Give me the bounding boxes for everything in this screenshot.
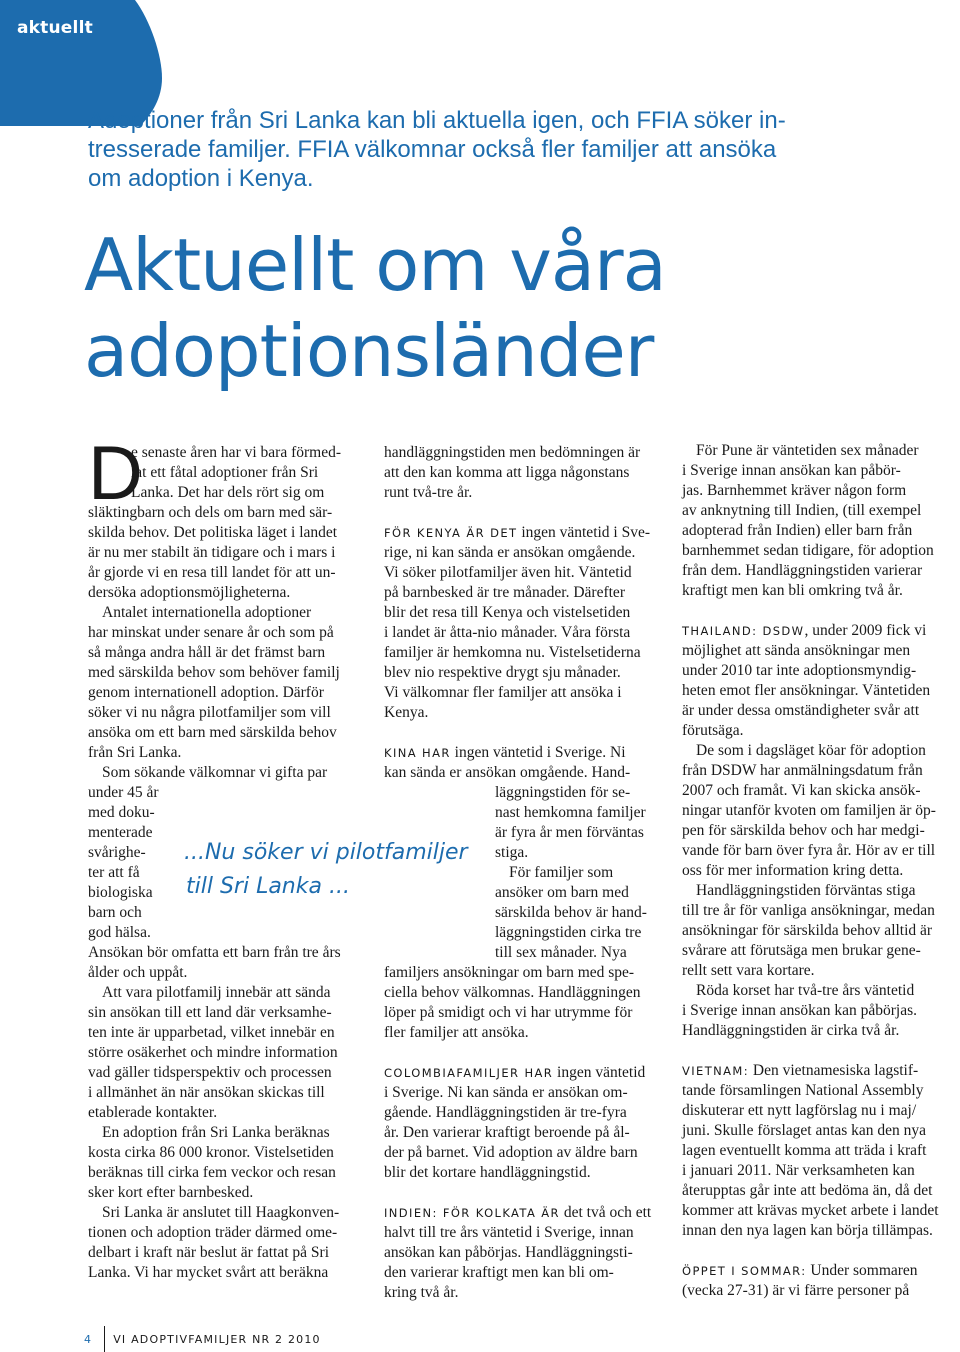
text-line: runt två-tre år. xyxy=(384,484,473,501)
text-line: vande för barn över fyra år. Hör av er till xyxy=(682,842,936,859)
text-line: av anknytning till Indien, (till exempel xyxy=(682,502,922,519)
text-line: ansöker om barn med xyxy=(495,884,629,901)
drop-cap: D xyxy=(88,431,143,516)
intro-paragraph xyxy=(88,443,368,503)
text-line: En adoption från Sri Lanka beräknas xyxy=(102,1124,330,1141)
paragraph xyxy=(88,983,368,1123)
section-tab-label: aktuellt xyxy=(17,18,93,38)
text-line: rellt sett vara kortare. xyxy=(682,962,815,979)
text-line: Antalet internationella adoptioner xyxy=(102,604,312,621)
text-line: till sex månader. Nya xyxy=(495,944,627,961)
text-run: ingen väntetid i Sve- xyxy=(517,524,651,541)
text-line: under 45 år xyxy=(88,784,159,801)
section-label-kina: KINA HAR xyxy=(384,746,451,760)
footer-divider xyxy=(104,1326,105,1352)
text-line: barnhemmet sedan tidigare, för adoption xyxy=(682,542,934,559)
text-line: ansökningar för särskilda behov alltid är xyxy=(682,922,933,939)
text-line: kring två år. xyxy=(384,1284,459,1301)
text-line: kan sända er ansökan omgående. Hand- xyxy=(384,764,631,781)
text-line: ansöka om ett barn med särskilda behov xyxy=(88,724,337,741)
text-line: förutsäga. xyxy=(682,722,744,739)
paragraph xyxy=(88,1123,368,1203)
text-line: Röda korset har två-tre års väntetid xyxy=(696,982,915,999)
text-line: skilda behov. Det politiska läget i landet xyxy=(88,524,338,541)
text-line: blir det kortare handläggningstid. xyxy=(384,1164,591,1181)
lead-line: Adoptioner från Sri Lanka kan bli aktuella igen, och FFIA söker in- xyxy=(88,107,786,134)
text-line: på barnbesked är tre månader. Därefter xyxy=(384,584,625,601)
text-line: För familjer som xyxy=(509,864,614,881)
text-line: blir det resa till Kenya och vistelsetiden xyxy=(384,604,631,621)
text-line: sin ansökan till ett land där verksamhe- xyxy=(88,1004,332,1021)
text-line: barn och xyxy=(88,904,142,921)
text-line: halvt till tre års väntetid i Sverige, innan xyxy=(384,1224,634,1241)
text-line: i allmänhet än när ansökan skickas till xyxy=(88,1084,325,1101)
text-line: pen för särskilda behov och har medgi- xyxy=(682,822,925,839)
text-line: diskuterar ett nytt lagförslag nu i maj/ xyxy=(682,1102,917,1119)
section-sommar xyxy=(682,1261,960,1301)
section-label-thailand: THAILAND: DSDW xyxy=(682,624,805,638)
section-thailand xyxy=(682,621,960,1041)
headline-line: Aktuellt om våra xyxy=(84,223,666,307)
text-line: genom internationell adoption. Därför xyxy=(88,684,324,701)
text-line: Handläggningstiden förväntas stiga xyxy=(696,882,916,899)
text-line xyxy=(682,1261,960,1281)
paragraph xyxy=(88,503,368,603)
text-line: särskilda behov är hand- xyxy=(495,904,647,921)
text-line: Lanka. Det har dels rört sig om xyxy=(131,484,325,501)
text-line: att den kan komma att ligga någonstans xyxy=(384,464,630,481)
text-line: tande församlingen National Assembly xyxy=(682,1082,924,1099)
text-line: För Pune är väntetiden sex månader xyxy=(696,442,919,459)
text-line: gående. Handläggningstiden är tre-fyra xyxy=(384,1104,627,1121)
lead-line: om adoption i Kenya. xyxy=(88,165,314,192)
text-line: Lanka. Vi har mycket svårt att beräkna xyxy=(88,1264,329,1281)
text-line: der på barnet. Vid adoption av äldre barn xyxy=(384,1144,638,1161)
text-line: löper på smidigt och vi har utrymme för xyxy=(384,1004,633,1021)
text-line: i landet är åtta-nio månader. Våra första xyxy=(384,624,631,641)
article-headline xyxy=(84,222,666,394)
text-line: juni. Skulle förslaget antas kan den nya xyxy=(682,1122,927,1139)
text-line: svårighe- xyxy=(88,844,146,861)
text-line: Kenya. xyxy=(384,704,429,721)
text-line: stiga. xyxy=(495,844,529,861)
text-line: så många andra håll är det främst barn xyxy=(88,644,326,661)
page-number: 4 xyxy=(84,1332,93,1346)
article-column-2 xyxy=(384,443,666,1303)
lead-line: tresserade familjer. FFIA välkomnar också fler familjer att ansöka xyxy=(88,136,777,163)
text-line: år. Den varierar kraftigt beroende på ål- xyxy=(384,1124,630,1141)
text-line: släktingbarn och dels om barn med sär- xyxy=(88,504,333,521)
text-line: ciella behov välkomnas. Handläggningen xyxy=(384,984,641,1001)
text-line: till tre år för vanliga ansökningar, medan xyxy=(682,902,935,919)
text-line: i Sverige innan ansökan kan påbörjas. xyxy=(682,1002,918,1019)
text-line xyxy=(682,1061,960,1081)
text-line xyxy=(682,621,960,641)
section-label-kenya: FÖR KENYA ÄR DET xyxy=(384,526,518,540)
text-run: Den vietnamesiska lagstif- xyxy=(749,1062,919,1079)
text-line: Sri Lanka är anslutet till Haagkonven- xyxy=(102,1204,340,1221)
page-footer xyxy=(84,1326,321,1352)
text-line: biologiska xyxy=(88,884,153,901)
text-line: större osäkerhet och mindre information xyxy=(88,1044,338,1061)
pull-quote-line: till Sri Lanka ... xyxy=(186,874,350,899)
paragraph xyxy=(384,443,666,503)
text-line: från dem. Handläggningstiden varierar xyxy=(682,562,923,579)
text-line: är nu mer stabilt än tidigare och i mars i xyxy=(88,544,336,561)
text-line: rige, ni kan sända er ansökan omgående. xyxy=(384,544,636,561)
text-line: (vecka 27-31) är vi färre personer på xyxy=(682,1282,910,1299)
text-line: år gjorde vi en resa till landet för att un- xyxy=(88,564,336,581)
text-line: delbart i kraft när beslut är fattat på Sri xyxy=(88,1244,330,1261)
section-pune xyxy=(682,441,960,601)
text-run: ingen väntetid i Sverige. Ni xyxy=(450,744,626,761)
text-line xyxy=(384,1203,666,1223)
headline-line: adoptionsländer xyxy=(84,309,654,393)
pull-quote-line: ...Nu söker vi pilotfamiljer xyxy=(184,840,468,865)
text-line: kraftigt men kan bli omkring två år. xyxy=(682,582,903,599)
text-line: under 2010 tar inte adoptionsmyndig- xyxy=(682,662,917,679)
text-line: etablerade kontakter. xyxy=(88,1104,218,1121)
text-line: söker vi nu några pilotfamiljer som vill xyxy=(88,704,331,721)
text-line: är under dessa omständigheter svår att xyxy=(682,702,920,719)
text-line: Handläggningstiden är cirka två år. xyxy=(682,1022,900,1039)
text-line: i januari 2011. När verksamheten kan xyxy=(682,1162,915,1179)
text-line: ningar utanför kvoten om familjen är öp- xyxy=(682,802,936,819)
publication-name: VI ADOPTIVFAMILJER NR 2 2010 xyxy=(113,1332,321,1346)
text-line: innan den nya lagen kan börja tillämpas. xyxy=(682,1222,933,1239)
text-line: i Sverige innan ansökan kan påbör- xyxy=(682,462,901,479)
text-line: ålder och uppåt. xyxy=(88,964,188,981)
text-line: från Sri Lanka. xyxy=(88,744,182,761)
text-line: har minskat under senare år och som på xyxy=(88,624,334,641)
text-line: oss för mer information kring detta. xyxy=(682,862,904,879)
text-line: med doku- xyxy=(88,804,155,821)
section-vietnam xyxy=(682,1061,960,1241)
text-line: läggningstiden cirka tre xyxy=(495,924,642,941)
text-line: Vi söker pilotfamiljer även hit. Väntetid xyxy=(384,564,632,581)
text-line: svårare att förutsäga men brukar gene- xyxy=(682,942,921,959)
section-label-indien: INDIEN: FÖR KOLKATA ÄR xyxy=(384,1206,560,1220)
text-line: kommer att krävas mycket arbete i landet xyxy=(682,1202,939,1219)
text-line: Att vara pilotfamilj innebär att sända xyxy=(102,984,331,1001)
text-line: handläggningstiden men bedömningen är xyxy=(384,444,641,461)
text-line: den varierar kraftigt men kan bli om- xyxy=(384,1264,614,1281)
text-run: ingen väntetid xyxy=(553,1064,646,1081)
text-line: återupptas går inte att bedöma än, då det xyxy=(682,1182,933,1199)
section-kina xyxy=(384,743,666,1043)
paragraph xyxy=(88,1203,368,1283)
text-line: ansökan kan påbörjas. Handläggningsti- xyxy=(384,1244,633,1261)
text-line: menterade xyxy=(88,824,153,841)
text-line: vad gäller tidsperspektiv och processen xyxy=(88,1064,332,1081)
section-colombia xyxy=(384,1063,666,1183)
section-indien xyxy=(384,1203,666,1303)
text-line: är fyra år men förväntas xyxy=(495,824,644,841)
text-line: 2007 och framåt. Vi kan skicka ansök- xyxy=(682,782,921,799)
text-line: beräknas till cirka fem veckor och resan xyxy=(88,1164,336,1181)
text-run: , under 2009 fick vi xyxy=(804,622,927,639)
text-line: De som i dagsläget köar för adoption xyxy=(696,742,926,759)
text-line: tionen och adoption träder därmed ome- xyxy=(88,1224,338,1241)
article-column-3 xyxy=(682,441,960,1301)
text-run: det två och ett xyxy=(559,1204,652,1221)
text-line: från DSDW har anmälningsdatum från xyxy=(682,762,923,779)
section-label-vietnam: VIETNAM: xyxy=(682,1064,750,1078)
text-line: lagen eventuellt komma att träda i kraft xyxy=(682,1142,927,1159)
text-line: Vi välkomnar fler familjer att ansöka i xyxy=(384,684,622,701)
section-kenya xyxy=(384,523,666,723)
text-line: heten emot fler ansökningar. Väntetiden xyxy=(682,682,931,699)
text-line: nast hemkomna familjer xyxy=(495,804,646,821)
text-line: i Sverige. Ni kan sända er ansökan om- xyxy=(384,1084,628,1101)
lead-paragraph xyxy=(88,106,808,193)
text-line: lat ett fåtal adoptioner från Sri xyxy=(131,464,319,481)
section-label-sommar: ÖPPET I SOMMAR: xyxy=(682,1264,807,1278)
text-line: Som sökande välkomnar vi gifta par xyxy=(102,764,328,781)
text-line: fler familjer att ansöka. xyxy=(384,1024,529,1041)
text-line: blev nio respektive drygt sju månader. xyxy=(384,664,621,681)
text-line: Ansökan bör omfatta ett barn från tre års xyxy=(88,944,341,961)
text-line xyxy=(384,743,666,763)
text-line: familjer är hemkomna nu. Vistelsetiderna xyxy=(384,644,641,661)
paragraph xyxy=(88,603,368,763)
text-line xyxy=(384,1063,666,1083)
text-line: sker kort efter barnbesked. xyxy=(88,1184,254,1201)
text-run: Under sommaren xyxy=(806,1262,918,1279)
text-line: familjers ansökningar om barn med spe- xyxy=(384,964,635,981)
text-line: ten inte är upparbetad, vilket innebär en xyxy=(88,1024,335,1041)
text-line: jas. Barnhemmet kräver någon form xyxy=(682,482,907,499)
text-line: med särskilda behov som behöver familj xyxy=(88,664,340,681)
text-line: adopterad från Indien) eller barn från xyxy=(682,522,913,539)
text-line: dersöka adoptionsmöjligheterna. xyxy=(88,584,291,601)
section-label-colombia: COLOMBIAFAMILJER HAR xyxy=(384,1066,554,1080)
text-line: e senaste åren har vi bara förmed- xyxy=(131,444,341,461)
text-line: god hälsa. xyxy=(88,924,151,941)
text-line xyxy=(384,523,666,543)
text-line: möjlighet att sända ansökningar men xyxy=(682,642,911,659)
text-line: kosta cirka 86 000 kronor. Vistelsetiden xyxy=(88,1144,334,1161)
text-line: läggningstiden för se- xyxy=(495,784,631,801)
text-line: ter att få xyxy=(88,864,140,881)
